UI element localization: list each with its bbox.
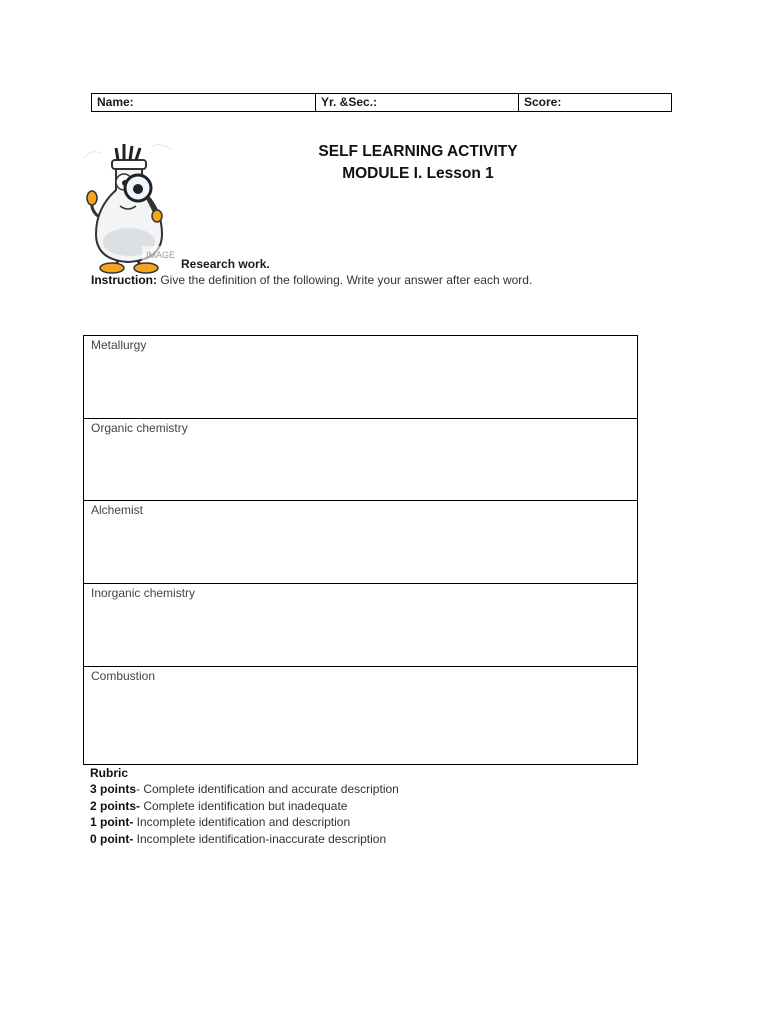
watermark-text: IMAGE [146, 250, 176, 260]
year-section-field[interactable] [316, 94, 519, 111]
instruction-body: Give the definition of the following. Write your answer after each word. [157, 273, 533, 287]
term-row[interactable] [84, 501, 637, 584]
rubric-item [90, 831, 399, 847]
rubric-item [90, 781, 399, 797]
student-info-table [91, 93, 672, 112]
name-field[interactable] [92, 94, 316, 111]
score-label: Score: [524, 95, 562, 109]
rubric-points: 3 points [90, 782, 137, 797]
definition-table [83, 335, 638, 765]
term-row[interactable] [84, 419, 637, 501]
term-row[interactable] [84, 667, 637, 764]
instruction-text [91, 273, 532, 287]
rubric-points: 0 point- [90, 831, 134, 846]
rubric-desc: Incomplete identification-inaccurate description [133, 831, 387, 846]
research-heading: Research work. [181, 257, 270, 271]
term-label: Combustion [91, 669, 156, 683]
title-line-2: MODULE I. Lesson 1 [342, 165, 494, 182]
rubric-item [90, 814, 399, 830]
rubric-points: 2 points- [90, 798, 140, 813]
score-field[interactable] [519, 94, 671, 111]
rubric-points: 1 point- [90, 815, 134, 830]
rubric-desc: - Complete identification and accurate description [136, 782, 399, 797]
instruction-label: Instruction: [91, 273, 157, 287]
rubric-section [90, 765, 399, 847]
term-row[interactable] [84, 336, 637, 419]
flask-mascot-icon [82, 138, 178, 274]
year-section-label: Yr. &Sec.: [321, 95, 378, 109]
term-label: Metallurgy [91, 338, 147, 352]
term-label: Inorganic chemistry [91, 586, 196, 600]
rubric-desc: Incomplete identification and description [133, 815, 351, 830]
term-label: Organic chemistry [91, 421, 188, 435]
term-label: Alchemist [91, 503, 144, 517]
name-label: Name: [97, 95, 134, 109]
rubric-item [90, 798, 399, 814]
page-title [240, 141, 596, 185]
term-row[interactable] [84, 584, 637, 667]
title-line-1: SELF LEARNING ACTIVITY [318, 143, 518, 160]
rubric-title: Rubric [90, 766, 129, 780]
rubric-desc: Complete identification but inadequate [140, 798, 348, 813]
